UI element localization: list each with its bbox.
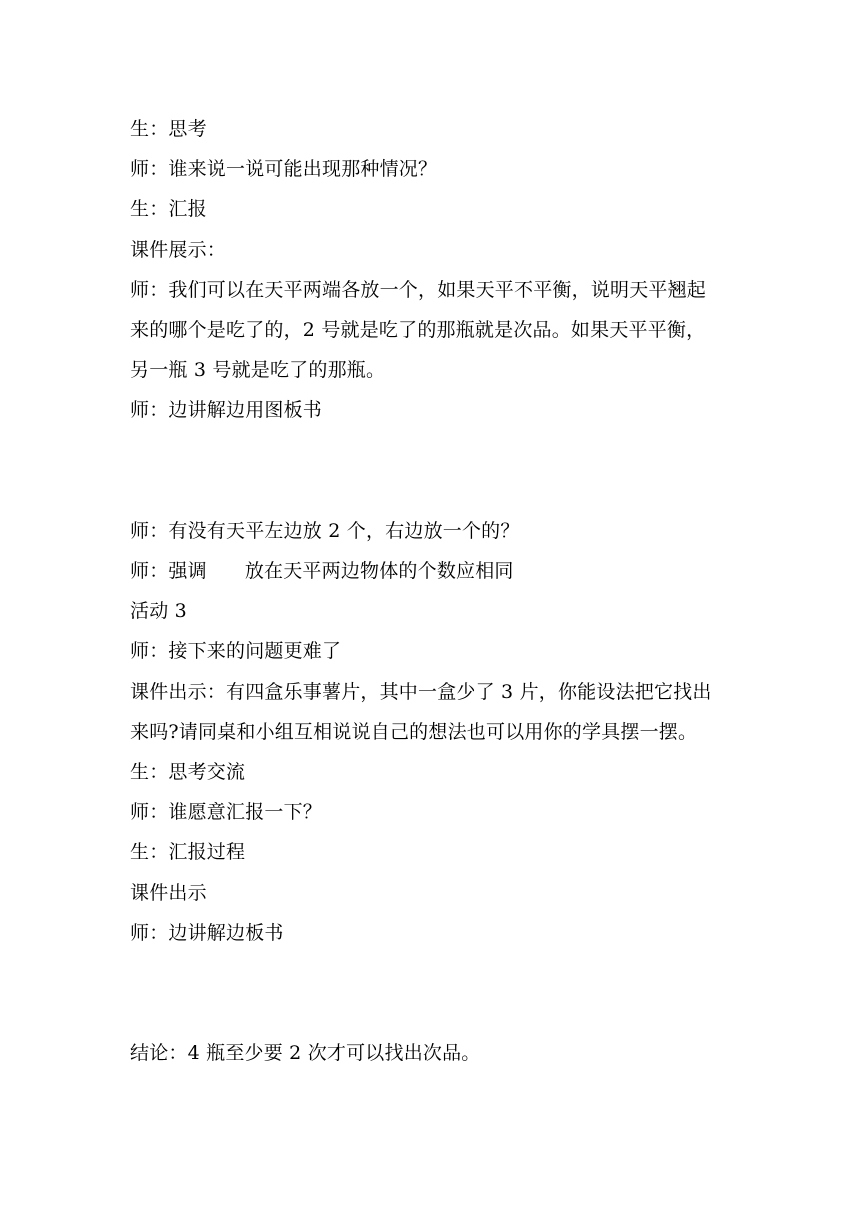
text-line: 课件出示：有四盒乐事薯片，其中一盒少了 3 片，你能设法把它找出 bbox=[130, 680, 712, 703]
text-line: 生：思考交流 bbox=[130, 761, 246, 783]
document-body bbox=[130, 109, 740, 1074]
text-line: 师：边讲解边用图板书 bbox=[130, 399, 323, 422]
blank-line bbox=[130, 471, 740, 511]
text-line: 结论：4 瓶至少要 2 次才可以找出次品。 bbox=[130, 1042, 481, 1065]
text-segment: 师：强调 bbox=[130, 560, 207, 583]
text-line: 师：谁来说一说可能出现那种情况？ bbox=[130, 158, 438, 181]
text-line: 生：思考 bbox=[130, 118, 207, 140]
text-line: 课件展示： bbox=[130, 238, 227, 261]
text-line: 另一瓶 3 号就是吃了的那瓶。 bbox=[130, 359, 386, 382]
text-line bbox=[130, 551, 740, 591]
text-line: 来吗?请同桌和小组互相说说自己的想法也可以用你的学具摆一摆。 bbox=[130, 720, 698, 743]
text-line: 来的哪个是吃了的，2 号就是吃了的那瓶就是次品。如果天平平衡， bbox=[130, 318, 706, 341]
text-line: 师：接下来的问题更难了 bbox=[130, 640, 342, 663]
text-line: 课件出示 bbox=[130, 881, 207, 904]
text-line: 师：边讲解边板书 bbox=[130, 921, 284, 944]
text-line: 师：有没有天平左边放 2 个，右边放一个的？ bbox=[130, 519, 520, 542]
text-line: 生：汇报 bbox=[130, 198, 207, 221]
text-line: 活动 3 bbox=[130, 600, 187, 623]
blank-line bbox=[130, 953, 740, 993]
blank-line bbox=[130, 993, 740, 1033]
text-line: 师：我们可以在天平两端各放一个，如果天平不平衡，说明天平翘起 bbox=[130, 278, 707, 301]
blank-line bbox=[130, 431, 740, 471]
text-line: 师：谁愿意汇报一下？ bbox=[130, 801, 323, 824]
text-line: 生：汇报过程 bbox=[130, 841, 246, 864]
text-segment: 放在天平两边物体的个数应相同 bbox=[244, 560, 514, 583]
